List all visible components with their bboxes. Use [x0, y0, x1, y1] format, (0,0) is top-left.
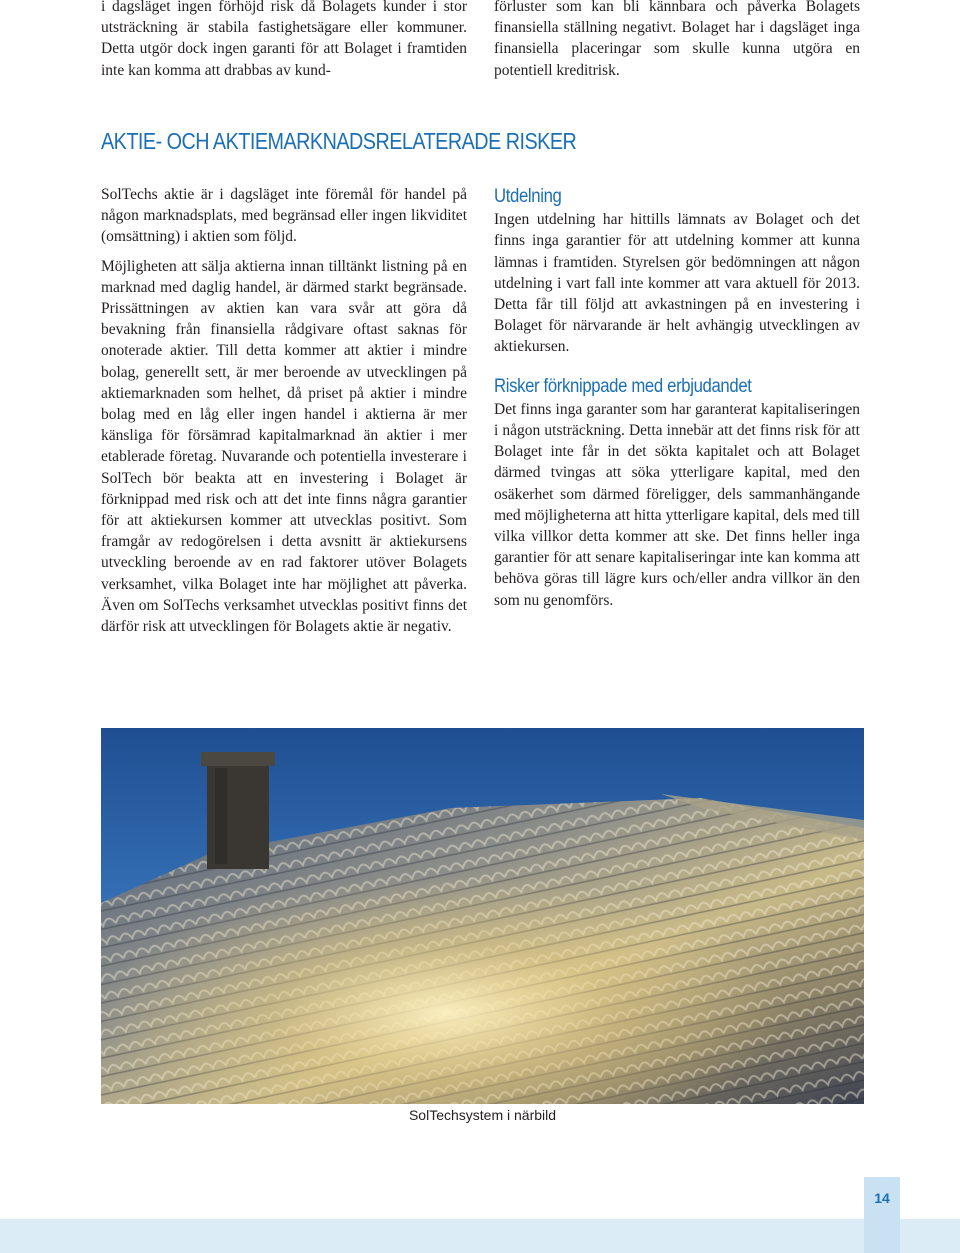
paragraph: SolTechs aktie är i dagsläget inte föremål för handel på någon marknadsplats, med begränsad eller ingen likviditet (omsättning) i aktien som följd. — [101, 186, 467, 246]
page-number: 14 — [864, 1177, 900, 1253]
figure-caption: SolTechsystem i närbild — [408, 1107, 557, 1123]
left-column — [101, 184, 467, 645]
paragraph: Möjligheten att sälja aktierna innan tilltänkt listning på en marknad med daglig handel, är därmed starkt begränsade. Prissättningen av aktien kan vara svår att göra då bevakning från finansiella rådgivare oftast saknas för onoterade aktier. Till detta kommer att aktier i mindre bolag, generellt sett, är mer beroende av utvecklingen på aktiemarknaden som helhet, då priset på aktier i mindre bolag med en låg eller ingen handel i aktierna är mer känsliga för försämrad kapitalmarknad än aktier i mer etablerade företag. Nuvarande och potentiella investerare i SolTech bör beakta att en investering i Bolaget är förknippad med risk och att det inte finns några garantier för att aktiekursen kommer att utvecklas positivt. Som framgår av redogörelsen i detta avsnitt är aktiekursens utveckling beroende av en rad faktorer utöver Bolagets verksamhet, vilka Bolaget inte har möjlighet att påverka. Även om SolTechs verksamhet utvecklas positivt finns det därför risk att utvecklingen för Bolagets aktie är negativ. — [101, 257, 467, 636]
roof-photo-illustration — [101, 728, 864, 1104]
footer-band — [0, 1219, 960, 1253]
paragraph: Det finns inga garanter som har garanterat kapitaliseringen i någon utsträckning. Detta innebär att det finns risk för att Bolaget inte får in det sökta kapitalet och att Bolaget därmed tvingas att söka ytterligare kapital, med den osäkerhet som därmed föreligger, dels sammanhängande med möjligheterna att hitta ytterligare kapital, dels med till vilka villkor detta kommer att ske. Det finns heller inga garantier för att senare kapitaliseringar inte kan komma att behöva göras till lägre kurs och/eller andra villkor än den som nu genomförs. — [494, 400, 860, 609]
paragraph: i dagsläget ingen förhöjd risk då Bolagets kunder i stor utsträckning är stabila fastighetsägare eller kommuner. Detta utgör dock ingen garanti för att Bolaget i framtiden inte kan komma att drabbas av kund- — [101, 0, 467, 79]
roof-photo — [101, 728, 864, 1104]
section-title: AKTIE- OCH AKTIEMARKNADSRELATERADE RISKER — [101, 128, 577, 154]
right-column — [494, 186, 860, 619]
top-right-continued-text — [494, 0, 860, 89]
paragraph: förluster som kan bli kännbara och påverka Bolagets finansiella ställning negativt. Bolaget har i dagsläget inga finansiella placeringar som skulle kunna utgöra en potentiell kreditrisk. — [494, 0, 860, 79]
subheading-risker: Risker förknippade med erbjudandet — [494, 375, 752, 397]
subheading-utdelning: Utdelning — [494, 186, 562, 207]
top-left-continued-text — [101, 0, 467, 89]
paragraph: Ingen utdelning har hittills lämnats av Bolaget och det finns inga garantier för att utdelning kommer att kunna lämnas i framtiden. Styrelsen gör bedömningen att någon utdelning i vart fall inte kommer att vara aktuell för 2013. Detta får till följd att avkastningen på en investering i Bolaget för närvarande är helt avhängig utvecklingen av aktiekursen. — [494, 211, 860, 356]
